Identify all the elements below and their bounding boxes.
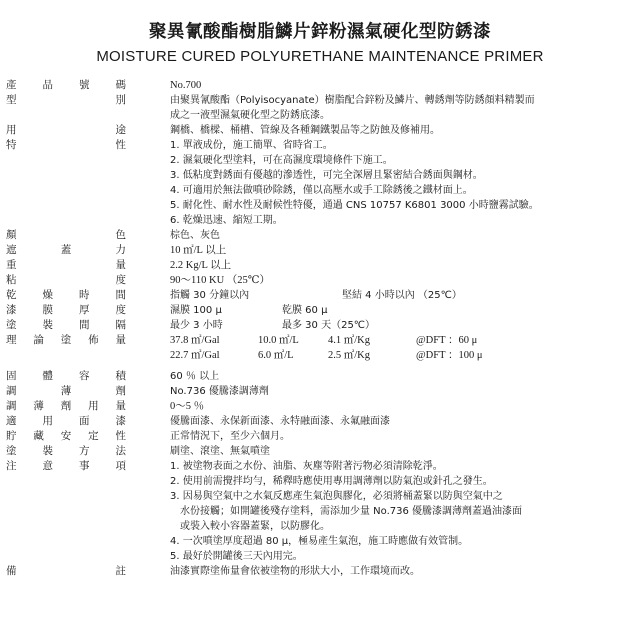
value-notes <box>126 459 634 564</box>
row-notes <box>6 459 634 564</box>
label-color: 顏 色 <box>6 229 126 241</box>
value-hiding-power: 10 ㎡/L 以上 <box>170 245 227 256</box>
row-theoretical-coverage <box>6 333 634 363</box>
row-type <box>6 93 634 123</box>
note-item: 水份接觸；如開罐後殘存塗料，需添加少量 No.736 優騰漆調薄劑蓋過油漆面 <box>180 506 523 517</box>
row-color <box>6 228 634 243</box>
label-use: 用 途 <box>6 124 126 136</box>
value-use: 鋼橋、橋樑、桶槽、管線及各種鋼鐵製品等之防蝕及修補用。 <box>170 125 440 136</box>
value-topcoat: 優騰面漆、永保新面漆、永特融面漆、永氟融面漆 <box>170 416 390 427</box>
label-solids-volume: 固 體 容 積 <box>6 370 126 382</box>
row-dry-time <box>6 288 634 303</box>
label-remark: 備 註 <box>6 565 126 577</box>
label-viscosity: 粘 度 <box>6 274 126 286</box>
note-item: 或裝入較小容器蓋緊，以防膠化。 <box>180 521 330 532</box>
row-remark <box>6 564 634 579</box>
label-weight: 重 量 <box>6 259 126 271</box>
title-english: MOISTURE CURED POLYURETHANE MAINTENANCE PRIMER <box>96 48 544 65</box>
label-recoat-interval: 塗 裝 間 隔 <box>6 319 126 331</box>
coverage-row: 22.7 ㎡/Gal 6.0 ㎡/L 2.5 ㎡/Kg @DFT ：100 μ <box>170 350 483 361</box>
row-film-thickness <box>6 303 634 318</box>
row-topcoat <box>6 414 634 429</box>
feature-item: 1. 單液成份，施工簡單、省時省工。 <box>170 140 333 151</box>
feature-item: 6. 乾燥迅速、縮短工期。 <box>170 215 283 226</box>
row-weight <box>6 258 634 273</box>
value-product-code: No.700 <box>170 80 202 91</box>
label-hiding-power: 遮 蓋 力 <box>6 244 126 256</box>
label-dry-time: 乾 燥 時 間 <box>6 289 126 301</box>
label-storage: 貯 藏 安 定 性 <box>6 430 126 442</box>
value-film-thickness: 濕膜 100 μ 乾膜 60 μ <box>170 305 328 316</box>
note-item: 1. 被塗物表面之水份、油脂、灰塵等附著污物必須清除乾淨。 <box>170 461 443 472</box>
label-application-method: 塗 裝 方 法 <box>6 445 126 457</box>
note-item: 4. 一次噴塗厚度超過 80 μ，極易產生氣泡，施工時應做有效管制。 <box>170 536 469 547</box>
row-solids-volume <box>6 369 634 384</box>
note-item: 5. 最好於開罐後三天內用完。 <box>170 551 303 562</box>
value-color: 棕色、灰色 <box>170 230 220 241</box>
label-thinner: 調 薄 劑 <box>6 385 126 397</box>
value-dry-time: 指觸 30 分鐘以內 堅結 4 小時以內 （25℃） <box>170 290 462 301</box>
row-application-method <box>6 444 634 459</box>
row-thinner-amount <box>6 399 634 414</box>
row-features <box>6 138 634 228</box>
label-thinner-amount: 調 薄 劑 用 量 <box>6 400 126 412</box>
feature-item: 3. 低粘度對銹面有優越的滲透性，可完全深層且緊密結合銹面與鋼材。 <box>170 170 483 181</box>
title-chinese: 聚異氰酸酯樹脂鱗片鋅粉濕氣硬化型防銹漆 <box>149 22 491 42</box>
label-film-thickness: 漆 膜 厚 度 <box>6 304 126 316</box>
label-notes: 注 意 事 項 <box>6 460 126 472</box>
label-topcoat: 適 用 面 漆 <box>6 415 126 427</box>
value-application-method: 刷塗、滾塗、無氣噴塗 <box>170 446 270 457</box>
row-thinner <box>6 384 634 399</box>
value-storage: 正常情況下，至少六個月。 <box>170 431 290 442</box>
value-thinner: No.736 優騰漆調薄劑 <box>170 386 269 397</box>
label-features: 特 性 <box>6 139 126 151</box>
value-viscosity: 90～110 KU （25℃） <box>170 275 271 286</box>
row-product-code <box>6 78 634 93</box>
value-weight: 2.2 Kg/L 以上 <box>170 260 232 271</box>
note-item: 2. 使用前需攪拌均勻，稀釋時應使用專用調薄劑以防氣泡或針孔之發生。 <box>170 476 493 487</box>
label-type: 型 別 <box>6 94 126 106</box>
label-theoretical-coverage: 理 論 塗 佈 量 <box>6 334 126 346</box>
value-remark: 油漆實際塗佈量會依被塗物的形狀大小，工作環境而改。 <box>170 566 420 577</box>
spec-table <box>6 78 634 579</box>
value-solids-volume: 60 ％ 以上 <box>170 371 220 382</box>
feature-item: 4. 可適用於無法做噴砂除銹，僅以高壓水或手工除銹後之鐵材面上。 <box>170 185 473 196</box>
value-features <box>126 138 634 228</box>
value-recoat-interval: 最少 3 小時 最多 30 天（25℃） <box>170 320 376 331</box>
row-viscosity <box>6 273 634 288</box>
label-product-code: 產 品 號 碼 <box>6 79 126 91</box>
feature-item: 2. 濕氣硬化型塗料，可在高濕度環境條件下施工。 <box>170 155 393 166</box>
row-recoat-interval <box>6 318 634 333</box>
note-item: 3. 因易與空氣中之水氣反應產生氣泡與膠化，必須將桶蓋緊以防與空氣中之 <box>170 491 503 502</box>
feature-item: 5. 耐化性、耐水性及耐候性特優，通過 CNS 10757 K6801 3000 小時鹽霧試驗。 <box>170 200 539 211</box>
row-hiding-power <box>6 243 634 258</box>
value-thinner-amount: 0～5 ％ <box>170 401 205 412</box>
row-storage <box>6 429 634 444</box>
coverage-row: 37.8 ㎡/Gal 10.0 ㎡/L 4.1 ㎡/Kg @DFT ：60 μ <box>170 335 478 346</box>
value-type: 由聚異氰酸酯（Polyisocyanate）樹脂配合鋅粉及鱗片、轉銹劑等防銹顏料精製而 成之一液型濕氣硬化型之防銹底漆。 <box>170 95 535 121</box>
value-theoretical-coverage <box>126 333 634 363</box>
row-use <box>6 123 634 138</box>
